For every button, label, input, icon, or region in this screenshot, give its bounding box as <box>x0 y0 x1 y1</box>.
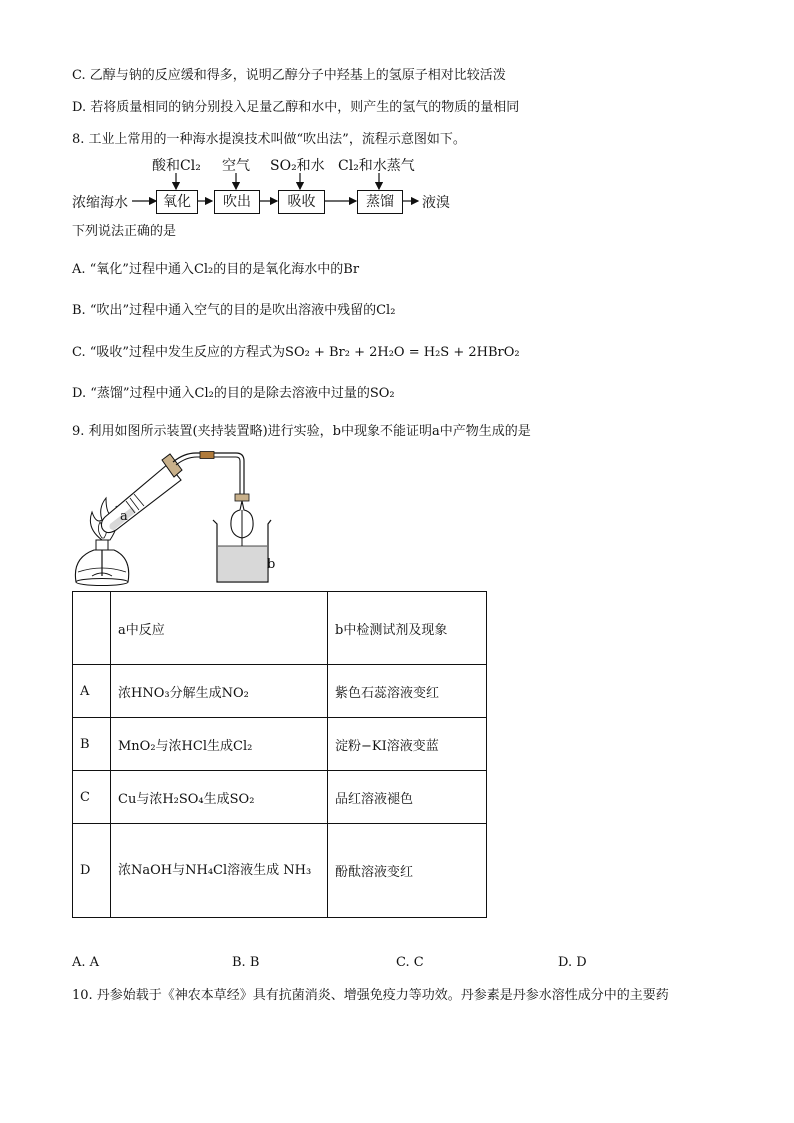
flow-step-absorb: 吸收 <box>278 190 325 214</box>
q8-option-b: B. “吹出”过程中通入空气的目的是吹出溶液中残留的Cl₂ <box>72 303 396 318</box>
table-row <box>73 824 487 918</box>
table-cell: 酚酞溶液变红 <box>328 824 487 918</box>
table-header-cell <box>73 592 111 665</box>
flow-step-blowout: 吹出 <box>214 190 260 214</box>
flow-output: 液溴 <box>422 195 450 211</box>
choice-c: C. C <box>396 955 424 970</box>
label-b: b <box>267 557 276 572</box>
q8-option-c: C. “吸收”过程中发生反应的方程式为SO₂ + Br₂ + 2H₂O = H₂S + 2HBrO₂ <box>72 345 520 360</box>
table-row <box>73 771 487 824</box>
table-header-cell: b中检测试剂及现象 <box>328 592 487 665</box>
table-cell: A <box>73 665 111 718</box>
table-cell: MnO₂与浓HCl生成Cl₂ <box>111 718 328 771</box>
table-cell: 淀粉−KI溶液变蓝 <box>328 718 487 771</box>
q8-prompt: 下列说法正确的是 <box>72 224 177 239</box>
table-row <box>73 665 487 718</box>
alcohol-lamp <box>75 540 128 586</box>
funnel <box>231 501 253 548</box>
delivery-tube <box>173 452 249 502</box>
choice-a: A. A <box>72 955 100 970</box>
q7-option-c: C. 乙醇与钠的反应缓和得多，说明乙醇分子中羟基上的氢原子相对比较活泼 <box>72 68 506 83</box>
flow-input: 浓缩海水 <box>72 195 128 211</box>
flow-reagent-3: SO₂和水 <box>270 158 325 174</box>
table-cell: B <box>73 718 111 771</box>
test-tube-a <box>101 464 181 533</box>
q8-stem: 8. 工业上常用的一种海水提溴技术叫做“吹出法”，流程示意图如下。 <box>72 132 466 147</box>
table-header-cell: a中反应 <box>111 592 328 665</box>
flow-step-distill: 蒸馏 <box>357 190 403 214</box>
table-cell: C <box>73 771 111 824</box>
q8-flow-diagram <box>72 155 472 217</box>
table-cell: Cu与浓H₂SO₄生成SO₂ <box>111 771 328 824</box>
q9-apparatus-figure <box>72 450 292 590</box>
table-cell: 紫色石蕊溶液变红 <box>328 665 487 718</box>
table-header-row <box>73 592 487 665</box>
q7-option-d: D. 若将质量相同的钠分别投入足量乙醇和水中，则产生的氢气的物质的量相同 <box>72 100 520 115</box>
q9-stem: 9. 利用如图所示装置(夹持装置略)进行实验，b中现象不能证明a中产物生成的是 <box>72 424 531 439</box>
table-cell: D <box>73 824 111 918</box>
label-a: a <box>120 509 128 524</box>
flow-reagent-4: Cl₂和水蒸气 <box>338 158 415 174</box>
choice-b: B. B <box>232 955 260 970</box>
flow-reagent-1: 酸和Cl₂ <box>152 158 201 174</box>
table-cell: 浓NaOH与NH₄Cl溶液生成 NH₃ <box>111 824 328 918</box>
table-row <box>73 718 487 771</box>
table-cell: 品红溶液褪色 <box>328 771 487 824</box>
flow-step-oxidation: 氧化 <box>156 190 198 214</box>
q8-option-a: A. “氧化”过程中通入Cl₂的目的是氧化海水中的Br <box>72 262 360 277</box>
choice-d: D. D <box>558 955 587 970</box>
table-cell: 浓HNO₃分解生成NO₂ <box>111 665 328 718</box>
q10-stem: 10. 丹参始载于《神农本草经》具有抗菌消炎、增强免疫力等功效。丹参素是丹参水溶性成分中的主要药 <box>72 988 669 1003</box>
q9-table <box>72 591 487 918</box>
flow-reagent-2: 空气 <box>222 158 250 174</box>
q8-option-d: D. “蒸馏”过程中通入Cl₂的目的是除去溶液中过量的SO₂ <box>72 386 395 401</box>
q9-choices <box>72 955 712 975</box>
